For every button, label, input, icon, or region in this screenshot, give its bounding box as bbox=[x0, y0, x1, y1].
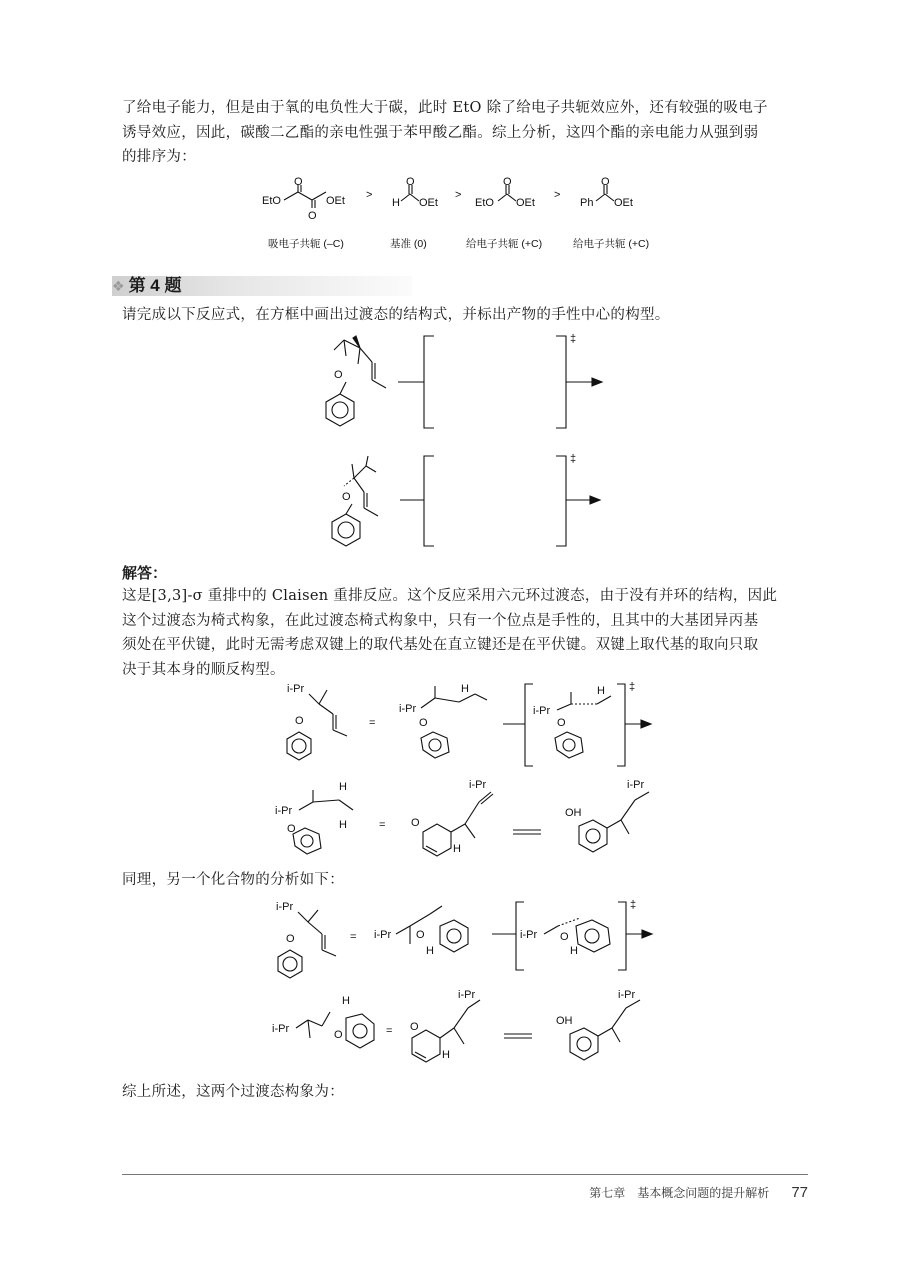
question-reaction-2 bbox=[330, 452, 620, 552]
gt-2: > bbox=[455, 189, 462, 201]
answer-scheme-row-1 bbox=[275, 678, 675, 768]
question-heading bbox=[112, 275, 181, 297]
ipr-c2: i-Pr bbox=[374, 929, 392, 941]
oxygen-2: O bbox=[342, 491, 351, 503]
label-ph: Ph bbox=[580, 197, 594, 209]
dagger-c1: ‡ bbox=[630, 899, 637, 911]
caption-4: 给电子共轭 (+C) bbox=[573, 238, 650, 250]
h-a2: H bbox=[597, 685, 605, 697]
question-reaction-1 bbox=[320, 330, 620, 440]
eq-c1: = bbox=[350, 931, 357, 943]
o-a1: O bbox=[295, 715, 304, 727]
similarly-text: 同理，另一个化合物的分析如下： bbox=[122, 872, 344, 888]
oh-b1: OH bbox=[565, 807, 582, 819]
ipr-d3: i-Pr bbox=[618, 989, 636, 1001]
label-o5: O bbox=[601, 176, 610, 188]
o-a2: O bbox=[419, 717, 428, 729]
question-prompt: 请完成以下反应式，在方框中画出过渡态的结构式，并标出产物的手性中心的构型。 bbox=[122, 307, 670, 323]
answer-line-2: 这个过渡态为椅式构象，在此过渡态椅式构象中，只有一个位点是手性的，且其中的大基团异丙基 bbox=[122, 612, 759, 629]
answer-line-1: 这是[3,3]-σ 重排中的 Claisen 重排反应。这个反应采用六元环过渡态，由于没有并环的结构，因此 bbox=[122, 588, 778, 604]
diamond-icon: ❖ bbox=[112, 278, 125, 294]
answer-paragraph bbox=[122, 584, 808, 682]
intro-line-2: 诱导效应，因此，碳酸二乙酯的亲电性强于苯甲酸乙酯。综上分析，这四个酯的亲电能力从强到弱 bbox=[122, 124, 759, 141]
ipr-d1: i-Pr bbox=[272, 1023, 290, 1035]
ipr-b3: i-Pr bbox=[627, 779, 645, 791]
ipr-a1: i-Pr bbox=[287, 683, 305, 695]
label-oet2: OEt bbox=[419, 197, 438, 209]
o-d1: O bbox=[334, 1029, 343, 1041]
label-o1: O bbox=[294, 176, 303, 188]
answer-heading: 解答： bbox=[122, 565, 168, 582]
o-a3: O bbox=[557, 717, 566, 729]
h-b1: H bbox=[339, 781, 347, 793]
eq-a1: = bbox=[369, 717, 376, 729]
ipr-a2: i-Pr bbox=[399, 703, 417, 715]
summary-text: 综上所述，这两个过渡态构象为： bbox=[122, 1084, 344, 1100]
gt-3: > bbox=[554, 189, 561, 201]
h-a1: H bbox=[461, 683, 469, 695]
dagger-a1: ‡ bbox=[629, 681, 636, 693]
caption-3: 给电子共轭 (+C) bbox=[466, 238, 543, 250]
oxygen-1: O bbox=[334, 369, 343, 381]
question-title: 第 4 题 bbox=[128, 276, 182, 295]
h-c2: H bbox=[570, 945, 578, 957]
gt-1: > bbox=[366, 189, 373, 201]
ipr-b2: i-Pr bbox=[469, 779, 487, 791]
oh-d1: OH bbox=[556, 1015, 573, 1027]
page-footer bbox=[589, 1184, 808, 1201]
answer-line-4: 决于其本身的顺反构型。 bbox=[122, 661, 285, 678]
label-o2: O bbox=[308, 210, 317, 222]
caption-2: 基准 (0) bbox=[390, 238, 427, 250]
intro-paragraph bbox=[122, 96, 808, 170]
o-b1: O bbox=[287, 823, 296, 835]
intro-line-3: 的排序为： bbox=[122, 149, 196, 165]
o-c3: O bbox=[560, 931, 569, 943]
label-oet3: OEt bbox=[516, 197, 535, 209]
caption-1: 吸电子共轭 (–C) bbox=[268, 238, 344, 250]
answer-scheme-row-3 bbox=[270, 896, 670, 982]
o-b2: O bbox=[411, 817, 420, 829]
page-number: 77 bbox=[791, 1184, 808, 1201]
answer-scheme-row-2 bbox=[275, 776, 675, 862]
h-c1: H bbox=[426, 945, 434, 957]
ipr-a3: i-Pr bbox=[533, 705, 551, 717]
label-eto2: EtO bbox=[475, 197, 494, 209]
o-c1: O bbox=[286, 933, 295, 945]
ts-mark-2: ‡ bbox=[570, 453, 577, 465]
label-o3: O bbox=[406, 176, 415, 188]
label-o4: O bbox=[503, 176, 512, 188]
ipr-d2: i-Pr bbox=[458, 989, 476, 1001]
o-c2: O bbox=[416, 929, 425, 941]
ipr-c1: i-Pr bbox=[276, 901, 294, 913]
label-oet4: OEt bbox=[614, 197, 633, 209]
footer-rule bbox=[122, 1174, 808, 1175]
answer-line-3: 须处在平伏键，此时无需考虑双键上的取代基处在直立键还是在平伏键。双键上取代基的取向只取 bbox=[122, 637, 759, 653]
label-oet: OEt bbox=[326, 195, 345, 207]
label-h: H bbox=[392, 197, 400, 209]
eq-d1: = bbox=[386, 1025, 393, 1037]
ipr-b1: i-Pr bbox=[275, 805, 293, 817]
h-b3: H bbox=[453, 843, 461, 855]
ts-mark-1: ‡ bbox=[570, 333, 577, 345]
chapter-title: 第七章 基本概念问题的提升解析 bbox=[589, 1186, 770, 1200]
h-b2: H bbox=[339, 819, 347, 831]
label-eto: EtO bbox=[262, 195, 281, 207]
ipr-c3: i-Pr bbox=[520, 929, 538, 941]
h-d1: H bbox=[342, 995, 350, 1007]
intro-line-1: 了给电子能力，但是由于氧的电负性大于碳，此时 EtO 除了给电子共轭效应外，还有较强的吸电子 bbox=[122, 100, 768, 116]
ester-reactivity-scheme bbox=[262, 176, 662, 256]
answer-scheme-row-4 bbox=[270, 988, 670, 1074]
o-d2: O bbox=[410, 1021, 419, 1033]
h-d2: H bbox=[442, 1049, 450, 1061]
eq-b1: = bbox=[379, 819, 386, 831]
